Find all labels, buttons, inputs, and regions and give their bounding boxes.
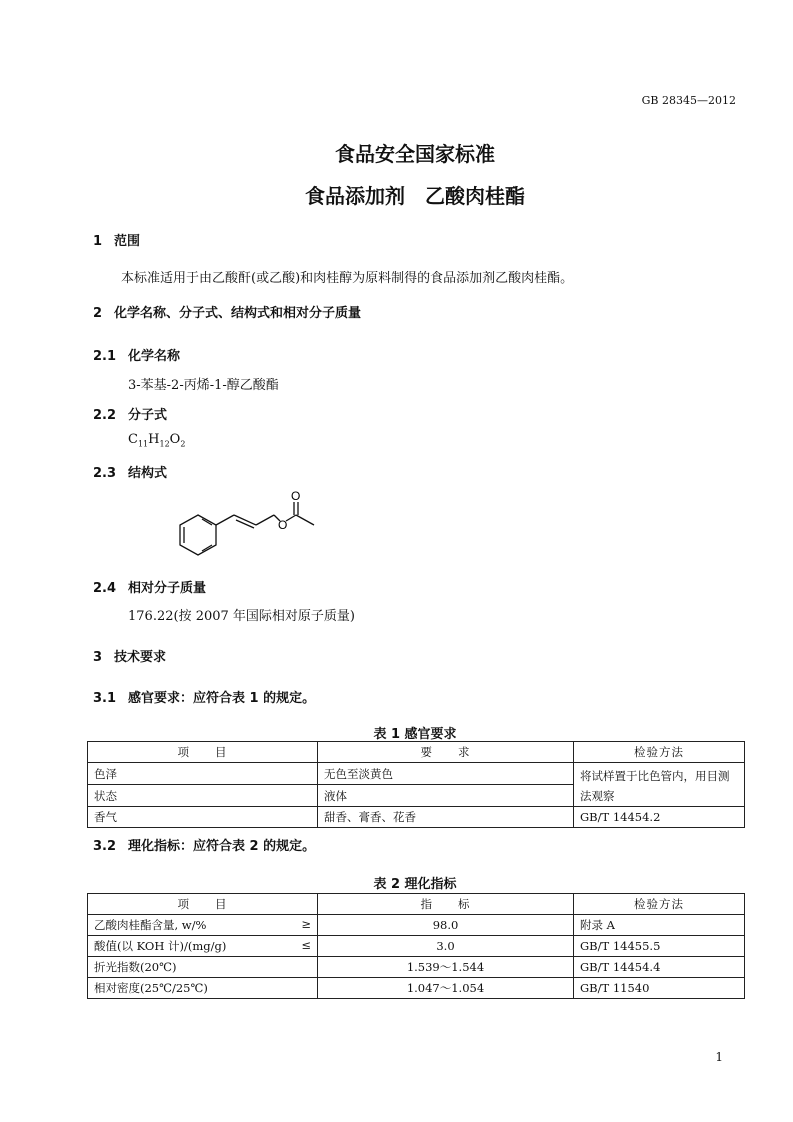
ester-bond — [286, 515, 296, 521]
table-row — [88, 936, 745, 957]
row-method: GB/T 14454.2 — [574, 807, 745, 828]
table-1-sensory — [87, 741, 745, 828]
row-method: GB/T 14455.5 — [574, 936, 745, 957]
header-requirement: 要 求 — [318, 742, 574, 763]
comparison-operator: ≥ — [301, 917, 311, 931]
section-2-4-heading: 2.4 相对分子质量 — [93, 581, 207, 596]
table-2-physchem — [87, 893, 745, 999]
row-method: GB/T 11540 — [574, 978, 745, 999]
row-value: 3.0 — [318, 936, 574, 957]
benzene-ring — [180, 515, 216, 555]
page-number: 1 — [715, 1050, 723, 1064]
row-requirement: 无色至淡黄色 — [318, 763, 574, 785]
table-row — [88, 957, 745, 978]
row-method: 附录 A — [574, 915, 745, 936]
section-1-heading: 1 范围 — [93, 234, 141, 249]
chain-bond — [256, 515, 274, 525]
row-value: 1.047～1.054 — [318, 978, 574, 999]
row-item: 相对密度(25℃/25℃) — [88, 978, 318, 999]
structural-formula — [170, 488, 330, 563]
molecular-formula: $C_{11}H_{12}O_2$ — [128, 432, 186, 449]
row-method: GB/T 14454.4 — [574, 957, 745, 978]
product-title: 食品添加剂 乙酸肉桂酯 — [305, 184, 525, 208]
standard-number: GB 28345—2012 — [641, 94, 736, 107]
ester-oxygen-label: O — [278, 518, 288, 532]
row-value: 1.539～1.544 — [318, 957, 574, 978]
table-row — [88, 763, 745, 785]
chemical-name: 3-苯基-2-丙烯-1-醇乙酸酯 — [128, 378, 279, 393]
header-method: 检验方法 — [574, 894, 745, 915]
section-2-2-heading: 2.2 分子式 — [93, 408, 168, 423]
table-header-row — [88, 894, 745, 915]
section-2-3-heading: 2.3 结构式 — [93, 466, 168, 481]
comparison-operator: ≤ — [301, 938, 311, 952]
methyl-bond — [296, 515, 314, 525]
row-item: 折光指数(20℃) — [88, 957, 318, 978]
row-requirement: 液体 — [318, 785, 574, 807]
table-1-caption: 表 1 感官要求 — [373, 727, 457, 742]
row-item: 乙酸肉桂酯含量, w/% ≥ — [88, 915, 318, 936]
row-item: 色泽 — [88, 763, 318, 785]
table-row — [88, 807, 745, 828]
section-3-1-heading: 3.1 感官要求：应符合表 1 的规定。 — [93, 691, 316, 706]
row-requirement: 甜香、膏香、花香 — [318, 807, 574, 828]
header-item: 项 目 — [88, 894, 318, 915]
table-2-caption: 表 2 理化指标 — [373, 877, 457, 892]
header-item: 项 目 — [88, 742, 318, 763]
section-3-2-heading: 3.2 理化指标：应符合表 2 的规定。 — [93, 839, 316, 854]
table-row — [88, 978, 745, 999]
row-item: 酸值(以 KOH 计)/(mg/g) ≤ — [88, 936, 318, 957]
carbonyl-oxygen-label: O — [291, 489, 301, 503]
section-3-heading: 3 技术要求 — [93, 650, 167, 665]
row-item: 香气 — [88, 807, 318, 828]
molecular-mass: 176.22(按 2007 年国际相对原子质量) — [128, 609, 355, 624]
table-header-row — [88, 742, 745, 763]
chain-double-bond — [236, 520, 254, 528]
section-2-heading: 2 化学名称、分子式、结构式和相对分子质量 — [93, 306, 362, 321]
chain-bond — [216, 515, 234, 525]
row-item: 状态 — [88, 785, 318, 807]
row-value: 98.0 — [318, 915, 574, 936]
section-1-text: 本标准适用于由乙酸酐(或乙酸)和肉桂醇为原料制得的食品添加剂乙酸肉桂酯。 — [121, 271, 574, 286]
row-method-merged: 将试样置于比色管内，用目测法观察 — [574, 763, 745, 807]
section-2-1-heading: 2.1 化学名称 — [93, 349, 181, 364]
header-method: 检验方法 — [574, 742, 745, 763]
standard-title: 食品安全国家标准 — [335, 142, 495, 166]
table-row — [88, 915, 745, 936]
header-index: 指 标 — [318, 894, 574, 915]
